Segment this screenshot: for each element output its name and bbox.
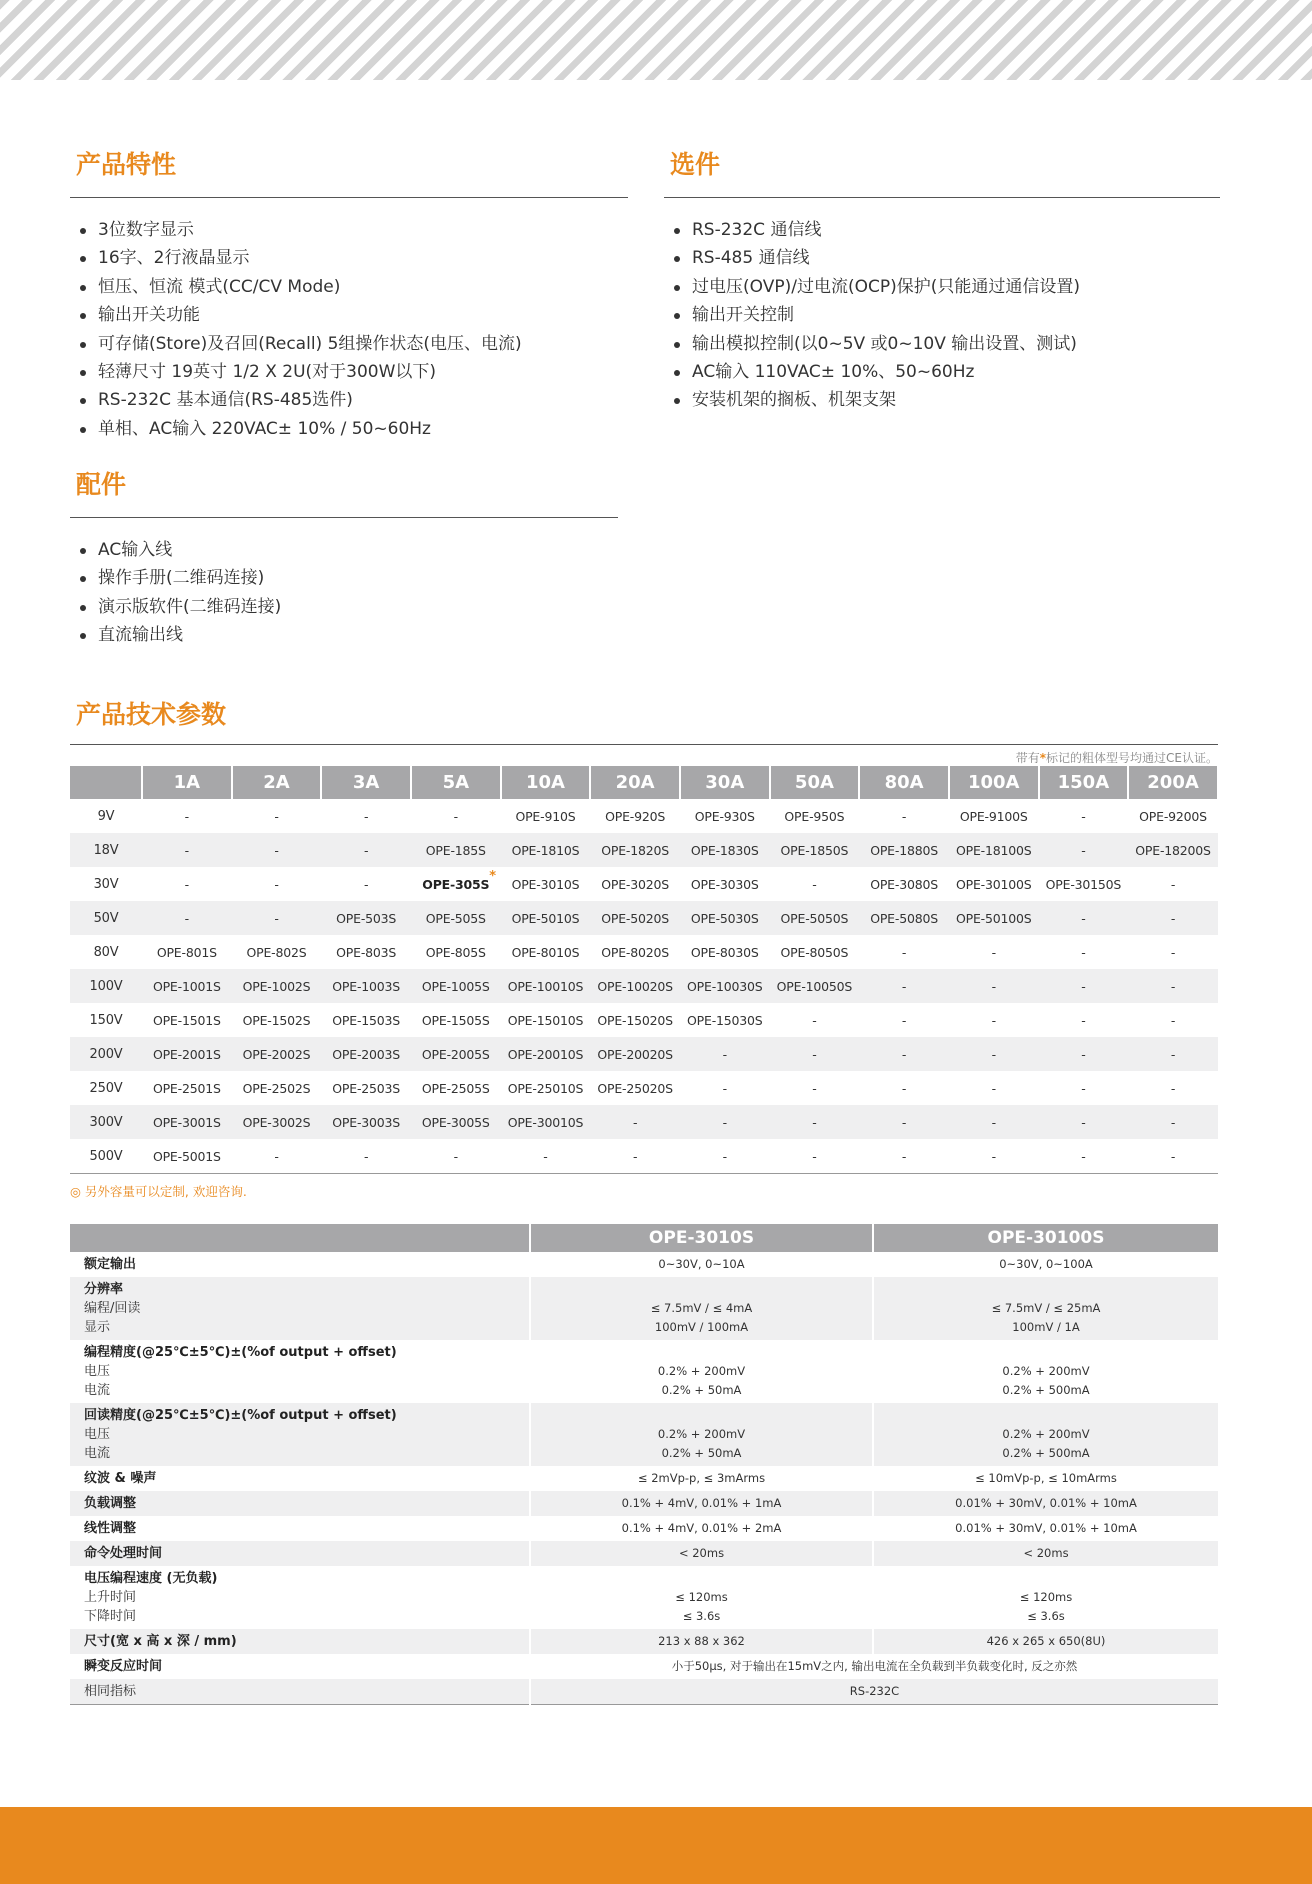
voltage-cell: 300V xyxy=(70,1105,142,1139)
model-cell: - xyxy=(812,1012,817,1028)
spec-row-transient xyxy=(70,1654,1218,1679)
model-cell: OPE-2002S xyxy=(232,1037,322,1071)
spec-row-size xyxy=(70,1629,1218,1654)
model-cell: OPE-2503S xyxy=(332,1080,400,1096)
model-row xyxy=(70,799,1218,833)
spec-sublabel: 下降时间 xyxy=(84,1609,137,1624)
model-cell: - xyxy=(1170,1012,1176,1028)
model-cell: - xyxy=(770,1037,860,1071)
spec-sublabel: 编程/回读 xyxy=(84,1301,141,1316)
spec-table-header xyxy=(70,1224,1218,1252)
features-item: 可存储(Store)及召回(Recall) 5组操作状态(电压、电流) xyxy=(98,330,628,358)
model-table-header xyxy=(70,766,1218,799)
spec-value-a: 0.2% + 200mV xyxy=(657,1427,746,1441)
model-cell: OPE-1501S xyxy=(152,1012,221,1028)
ce-star-icon: * xyxy=(489,869,496,884)
model-cell: - xyxy=(901,808,907,824)
spec-row-load-regulation xyxy=(70,1491,1218,1516)
model-cell: - xyxy=(363,808,369,824)
model-cell: OPE-2005S xyxy=(411,1037,501,1071)
model-cell: - xyxy=(321,1139,411,1174)
spec-header-model-b: OPE-30100S xyxy=(873,1224,1218,1252)
spec-label: 回读精度(@25℃±5℃)±(%of output + offset) xyxy=(84,1408,397,1423)
model-cell: OPE-8020S xyxy=(601,944,669,960)
spec-label: 尺寸(宽 x 高 x 深 / mm) xyxy=(84,1634,237,1649)
spec-label: 瞬变反应时间 xyxy=(84,1659,163,1674)
model-cell: OPE-10010S xyxy=(501,969,591,1003)
model-cell: OPE-5010S xyxy=(501,901,591,935)
model-cell: OPE-803S xyxy=(336,944,397,960)
model-cell: - xyxy=(949,1105,1039,1139)
model-cell: OPE-5050S xyxy=(770,901,860,935)
spec-value-b: 0.01% + 30mV, 0.01% + 10mA xyxy=(873,1491,1218,1516)
spec-value-a: 0.2% + 200mV xyxy=(657,1364,746,1378)
model-cell: - xyxy=(1081,1080,1086,1096)
model-cell: OPE-1003S xyxy=(321,969,411,1003)
model-cell: OPE-10050S xyxy=(770,969,860,1003)
model-cell: - xyxy=(1039,1037,1129,1071)
spec-value-b: 0~30V, 0~100A xyxy=(873,1252,1218,1277)
model-cell: OPE-185S xyxy=(411,833,501,867)
spec-value-shared: 小于50μs, 对于输出在15mV之内, 输出电流在全负载到半负载变化时, 反之亦然 xyxy=(530,1654,1218,1679)
model-cell: - xyxy=(859,1037,949,1071)
model-cell: - xyxy=(812,1080,817,1096)
model-header-current: 200A xyxy=(1128,766,1218,799)
model-header-current: 150A xyxy=(1039,766,1129,799)
model-cell: - xyxy=(142,901,232,935)
spec-value-b: 0.2% + 200mV xyxy=(1002,1364,1090,1378)
features-item: 16字、2行液晶显示 xyxy=(98,244,628,272)
model-header-blank xyxy=(70,766,142,799)
spec-sublabel: 电流 xyxy=(84,1383,111,1398)
model-cell: OPE-8050S xyxy=(780,944,849,960)
model-cell: OPE-1502S xyxy=(242,1012,311,1028)
spec-label: 负载调整 xyxy=(84,1496,137,1511)
options-section xyxy=(664,145,1220,415)
features-item: 恒压、恒流 模式(CC/CV Mode) xyxy=(98,273,628,301)
spec-sublabel: 电压 xyxy=(84,1427,111,1442)
spec-sublabel: 显示 xyxy=(84,1320,111,1335)
top-decorative-stripe xyxy=(0,0,1312,80)
model-cell: OPE-3005S xyxy=(411,1105,501,1139)
model-cell: - xyxy=(812,876,817,892)
model-cell: OPE-5030S xyxy=(680,901,770,935)
spec-value-a: 0~30V, 0~10A xyxy=(530,1252,873,1277)
model-row xyxy=(70,935,1218,969)
features-title: 产品特性 xyxy=(76,150,177,179)
model-cell: - xyxy=(1039,833,1129,867)
voltage-cell: 50V xyxy=(70,901,142,935)
spec-row-resolution xyxy=(70,1277,1218,1340)
model-cell: OPE-503S xyxy=(321,901,411,935)
model-row xyxy=(70,901,1218,935)
model-header-current: 80A xyxy=(859,766,949,799)
voltage-cell: 200V xyxy=(70,1037,142,1071)
specs-divider xyxy=(70,744,1218,766)
model-header-current: 1A xyxy=(142,766,232,799)
spec-label: 命令处理时间 xyxy=(84,1546,163,1561)
spec-value-b: ≤ 10mVp-p, ≤ 10mArms xyxy=(873,1466,1218,1491)
model-row xyxy=(70,969,1218,1003)
model-cell: OPE-5001S xyxy=(142,1139,232,1174)
accessories-title: 配件 xyxy=(76,470,127,499)
model-header-current: 10A xyxy=(501,766,591,799)
spec-value-a: ≤ 3.6s xyxy=(682,1609,721,1623)
model-cell: OPE-910S xyxy=(515,808,576,824)
model-cell: OPE-3080S xyxy=(870,876,938,892)
model-cell: OPE-5080S xyxy=(859,901,949,935)
model-cell: - xyxy=(1081,808,1086,824)
spec-table xyxy=(70,1224,1218,1705)
spec-value-b: < 20ms xyxy=(873,1541,1218,1566)
model-cell: - xyxy=(1039,969,1129,1003)
model-cell: - xyxy=(453,808,458,824)
model-cell: OPE-1810S xyxy=(501,833,591,867)
accessories-divider xyxy=(70,517,618,518)
spec-sublabel: 上升时间 xyxy=(84,1590,137,1605)
spec-header-blank xyxy=(70,1224,530,1252)
model-cell: OPE-3020S xyxy=(601,876,669,892)
voltage-cell: 30V xyxy=(93,876,119,892)
spec-label: 编程精度(@25℃±5℃)±(%of output + offset) xyxy=(84,1345,397,1360)
spec-row-common xyxy=(70,1679,1218,1705)
features-item: 3位数字显示 xyxy=(98,216,628,244)
model-cell: OPE-8030S xyxy=(690,944,759,960)
model-cell: OPE-10030S xyxy=(680,969,770,1003)
options-item: 安装机架的搁板、机架支架 xyxy=(692,386,1220,414)
model-cell: - xyxy=(680,1139,770,1174)
spec-value-a: < 20ms xyxy=(530,1541,873,1566)
model-cell: - xyxy=(1128,901,1218,935)
spec-value-b: 426 x 265 x 650(8U) xyxy=(873,1629,1218,1654)
model-cell: OPE-15020S xyxy=(597,1012,673,1028)
model-cell: - xyxy=(770,1139,860,1174)
model-cell: - xyxy=(232,833,322,867)
options-item: 过电压(OVP)/过电流(OCP)保护(只能通过通信设置) xyxy=(692,273,1220,301)
model-cell: OPE-1002S xyxy=(232,969,322,1003)
options-item: RS-232C 通信线 xyxy=(692,216,1220,244)
spec-value-a: ≤ 2mVp-p, ≤ 3mArms xyxy=(530,1466,873,1491)
accessories-item: 直流输出线 xyxy=(98,621,618,649)
model-cell: - xyxy=(274,808,279,824)
model-cell: - xyxy=(321,833,411,867)
model-cell: OPE-18200S xyxy=(1128,833,1218,867)
model-cell: OPE-3001S xyxy=(142,1105,232,1139)
spec-value-b: ≤ 3.6s xyxy=(1027,1609,1065,1623)
features-item: 输出开关功能 xyxy=(98,301,628,329)
spec-label: 分辨率 xyxy=(84,1282,124,1297)
model-cell: OPE-30150S xyxy=(1045,876,1122,892)
spec-value-b: ≤ 7.5mV / ≤ 25mA xyxy=(991,1301,1101,1315)
model-cell-ce xyxy=(411,867,501,901)
model-cell: OPE-801S xyxy=(156,944,217,960)
spec-label: 纹波 & 噪声 xyxy=(84,1471,157,1486)
spec-row-command-time xyxy=(70,1541,1218,1566)
model-cell: - xyxy=(1039,1105,1129,1139)
model-cell: OPE-3003S xyxy=(321,1105,411,1139)
model-cell: - xyxy=(991,1080,996,1096)
model-header-current: 50A xyxy=(770,766,860,799)
model-cell: - xyxy=(859,969,949,1003)
model-cell: - xyxy=(1128,1037,1218,1071)
features-list xyxy=(70,216,628,443)
model-cell: OPE-1503S xyxy=(332,1012,400,1028)
model-cell: - xyxy=(991,1012,996,1028)
model-header-current: 30A xyxy=(680,766,770,799)
voltage-cell: 150V xyxy=(89,1012,123,1028)
model-cell: - xyxy=(859,1105,949,1139)
model-cell: OPE-1830S xyxy=(680,833,770,867)
model-cell: OPE-1505S xyxy=(421,1012,490,1028)
model-cell: - xyxy=(680,1037,770,1071)
model-cell: OPE-9200S xyxy=(1139,808,1207,824)
model-cell: OPE-25010S xyxy=(507,1080,584,1096)
accessories-item: 演示版软件(二维码连接) xyxy=(98,593,618,621)
model-cell: - xyxy=(274,876,279,892)
model-row xyxy=(70,1105,1218,1139)
model-cell: OPE-2003S xyxy=(321,1037,411,1071)
model-cell: - xyxy=(680,1105,770,1139)
model-cell: OPE-1880S xyxy=(859,833,949,867)
spec-label: 额定输出 xyxy=(84,1257,137,1272)
voltage-cell: 18V xyxy=(70,833,142,867)
model-cell: OPE-20020S xyxy=(590,1037,680,1071)
model-cell: OPE-5020S xyxy=(590,901,680,935)
ce-note-prefix: 带有 xyxy=(1015,751,1040,765)
model-cell: - xyxy=(1170,944,1176,960)
spec-value-b: 0.01% + 30mV, 0.01% + 10mA xyxy=(873,1516,1218,1541)
spec-value-b: 0.2% + 500mA xyxy=(1002,1446,1090,1460)
model-cell: OPE-8010S xyxy=(511,944,580,960)
spec-value-a: 0.1% + 4mV, 0.01% + 1mA xyxy=(530,1491,873,1516)
model-cell: OPE-3010S xyxy=(511,876,580,892)
model-cell: - xyxy=(184,876,189,892)
model-header-current: 5A xyxy=(411,766,501,799)
model-cell: - xyxy=(722,1080,727,1096)
model-cell: OPE-1005S xyxy=(411,969,501,1003)
model-header-current: 2A xyxy=(232,766,322,799)
accessories-item: AC输入线 xyxy=(98,536,618,564)
model-cell: OPE-3030S xyxy=(690,876,759,892)
model-cell: OPE-930S xyxy=(694,808,755,824)
model-cell: - xyxy=(1039,1139,1129,1174)
model-cell: - xyxy=(142,833,232,867)
model-cell: - xyxy=(1128,969,1218,1003)
options-item: 输出模拟控制(以0~5V 或0~10V 输出设置、测试) xyxy=(692,330,1220,358)
model-cell: OPE-25020S xyxy=(597,1080,673,1096)
model-cell: - xyxy=(232,901,322,935)
model-cell: - xyxy=(901,1012,907,1028)
model-cell: OPE-1820S xyxy=(590,833,680,867)
features-item: RS-232C 基本通信(RS-485选件) xyxy=(98,386,628,414)
model-cell: - xyxy=(590,1139,680,1174)
spec-sublabel: 电压 xyxy=(84,1364,111,1379)
bottom-orange-band xyxy=(0,1807,1312,1884)
features-section xyxy=(70,145,628,443)
options-item: RS-485 通信线 xyxy=(692,244,1220,272)
model-cell: OPE-805S xyxy=(425,944,486,960)
spec-row-prog-speed xyxy=(70,1566,1218,1629)
model-cell: - xyxy=(859,1139,949,1174)
model-cell: - xyxy=(501,1139,591,1174)
spec-row-ripple xyxy=(70,1466,1218,1491)
model-cell: - xyxy=(590,1105,680,1139)
model-row xyxy=(70,1139,1218,1174)
spec-sublabel: 电流 xyxy=(84,1446,111,1461)
accessories-list xyxy=(70,536,618,650)
model-cell: - xyxy=(991,944,996,960)
model-cell: - xyxy=(949,969,1039,1003)
model-cell: OPE-950S xyxy=(784,808,845,824)
spec-row-prog-accuracy xyxy=(70,1340,1218,1403)
model-header-current: 20A xyxy=(590,766,680,799)
features-divider xyxy=(70,197,628,198)
model-cell: OPE-20010S xyxy=(501,1037,591,1071)
spec-value-a: ≤ 7.5mV / ≤ 4mA xyxy=(650,1301,753,1315)
spec-row-line-regulation xyxy=(70,1516,1218,1541)
model-cell: - xyxy=(949,1139,1039,1174)
custom-capacity-note: ◎ 另外容量可以定制, 欢迎咨询. xyxy=(70,1184,247,1199)
model-cell: - xyxy=(770,1105,860,1139)
spec-value-a: 213 x 88 x 362 xyxy=(530,1629,873,1654)
options-divider xyxy=(664,197,1220,198)
model-cell: - xyxy=(1081,944,1086,960)
model-cell: - xyxy=(1170,876,1176,892)
model-cell: OPE-15030S xyxy=(687,1012,763,1028)
ce-star-icon: * xyxy=(1039,751,1047,765)
model-cell: - xyxy=(1081,1012,1086,1028)
voltage-cell: 9V xyxy=(97,808,115,824)
ce-note xyxy=(1016,749,1218,766)
spec-label: 线性调整 xyxy=(84,1521,137,1536)
spec-value-a: 0.2% + 50mA xyxy=(661,1383,742,1397)
spec-value-a: 100mV / 100mA xyxy=(654,1320,749,1334)
voltage-cell: 100V xyxy=(70,969,142,1003)
options-item: 输出开关控制 xyxy=(692,301,1220,329)
spec-value-shared: RS-232C xyxy=(530,1679,1218,1705)
options-title: 选件 xyxy=(670,150,721,179)
model-cell: OPE-2501S xyxy=(152,1080,221,1096)
options-list xyxy=(664,216,1220,415)
model-cell: OPE-1001S xyxy=(142,969,232,1003)
spec-value-b: 0.2% + 500mA xyxy=(1002,1383,1090,1397)
model-cell: - xyxy=(1170,1080,1176,1096)
model-table xyxy=(70,766,1219,1174)
model-cell: OPE-802S xyxy=(246,944,307,960)
model-cell: - xyxy=(411,1139,501,1174)
model-cell: - xyxy=(232,1139,322,1174)
model-row xyxy=(70,1003,1218,1037)
options-item: AC输入 110VAC± 10%、50~60Hz xyxy=(692,358,1220,386)
spec-header-model-a: OPE-3010S xyxy=(530,1224,873,1252)
model-row xyxy=(70,833,1218,867)
model-cell: - xyxy=(363,876,369,892)
spec-value-a: ≤ 120ms xyxy=(675,1590,728,1604)
model-cell: OPE-30100S xyxy=(955,876,1032,892)
accessories-item: 操作手册(二维码连接) xyxy=(98,564,618,592)
model-cell: OPE-50100S xyxy=(949,901,1039,935)
model-cell: OPE-2505S xyxy=(421,1080,490,1096)
ce-note-text: 标记的粗体型号均通过CE认证。 xyxy=(1046,751,1218,765)
accessories-section xyxy=(70,465,618,650)
model-row xyxy=(70,1037,1218,1071)
model-cell: - xyxy=(1128,1105,1218,1139)
model-cell: OPE-10020S xyxy=(590,969,680,1003)
voltage-cell: 500V xyxy=(70,1139,142,1174)
spec-label: 电压编程速度 (无负载) xyxy=(84,1571,218,1586)
model-name: OPE-305S xyxy=(422,876,490,892)
model-header-current: 3A xyxy=(321,766,411,799)
spec-value-b: 0.2% + 200mV xyxy=(1002,1427,1090,1441)
model-header-current: 100A xyxy=(949,766,1039,799)
model-cell: OPE-15010S xyxy=(507,1012,584,1028)
model-cell: OPE-920S xyxy=(605,808,666,824)
model-cell: OPE-18100S xyxy=(949,833,1039,867)
model-cell: - xyxy=(901,944,907,960)
specs-title: 产品技术参数 xyxy=(76,700,227,729)
model-row xyxy=(70,1071,1218,1105)
model-cell: - xyxy=(901,1080,907,1096)
spec-value-a: 0.2% + 50mA xyxy=(661,1446,742,1460)
model-cell: OPE-505S xyxy=(411,901,501,935)
model-cell: OPE-2502S xyxy=(242,1080,311,1096)
model-cell: OPE-1850S xyxy=(770,833,860,867)
model-row xyxy=(70,867,1218,901)
voltage-cell: 80V xyxy=(93,944,119,960)
model-cell: OPE-30010S xyxy=(501,1105,591,1139)
model-cell: - xyxy=(1039,901,1129,935)
spec-value-b: 100mV / 1A xyxy=(1012,1320,1080,1334)
features-item: 轻薄尺寸 19英寸 1/2 X 2U(对于300W以下) xyxy=(98,358,628,386)
spec-label: 相同指标 xyxy=(84,1684,137,1699)
spec-row-rated-output xyxy=(70,1252,1218,1277)
model-cell: OPE-3002S xyxy=(232,1105,322,1139)
features-item: 单相、AC输入 220VAC± 10% / 50~60Hz xyxy=(98,415,628,443)
voltage-cell: 250V xyxy=(89,1080,123,1096)
model-cell: - xyxy=(1128,1139,1218,1174)
model-cell: - xyxy=(184,808,189,824)
spec-value-b: ≤ 120ms xyxy=(1019,1590,1073,1604)
model-cell: - xyxy=(949,1037,1039,1071)
specs-section xyxy=(70,695,1218,1705)
spec-row-read-accuracy xyxy=(70,1403,1218,1466)
model-cell: OPE-2001S xyxy=(142,1037,232,1071)
model-cell: OPE-9100S xyxy=(959,808,1028,824)
spec-value-a: 0.1% + 4mV, 0.01% + 2mA xyxy=(530,1516,873,1541)
